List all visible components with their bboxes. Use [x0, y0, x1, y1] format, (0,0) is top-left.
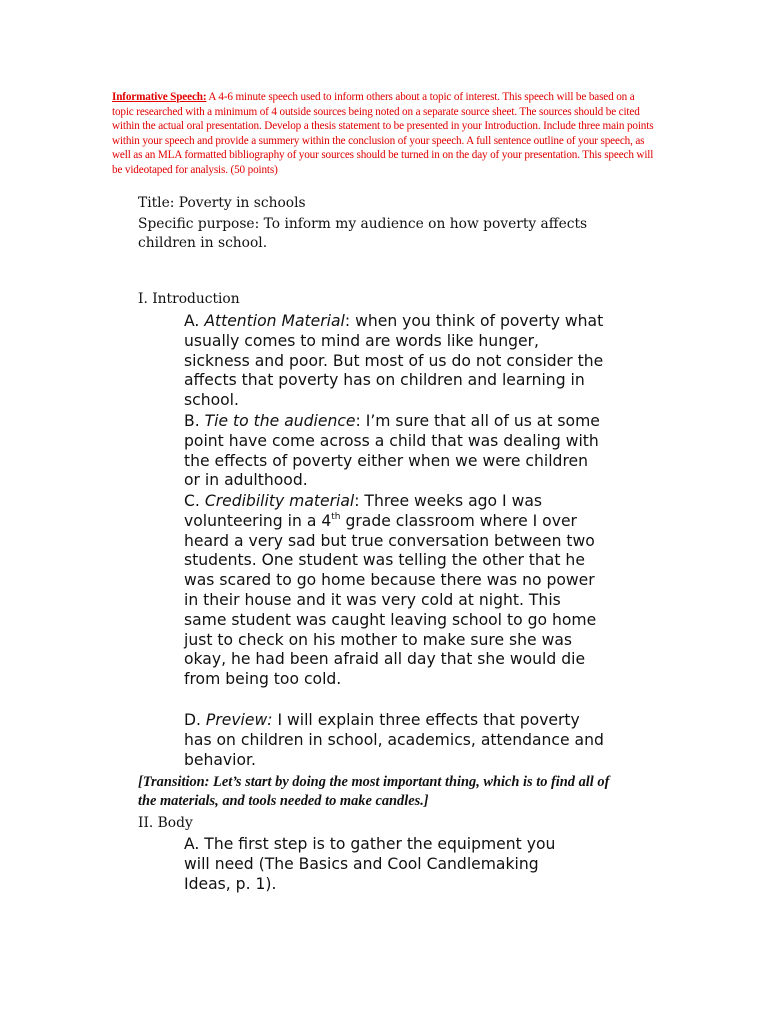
item-label: Tie to the audience [204, 412, 356, 430]
item-label: Attention Material [204, 312, 345, 330]
specific-purpose: Specific purpose: To inform my audience on how poverty affects children in school. [138, 216, 588, 251]
transition-note: [Transition: Let’s start by doing the most important thing, which is to find all of the materials, and tools needed to make candles.] [138, 774, 610, 809]
item-text-after: grade classroom where I over heard a very sad but true conversation between two students. One student was telling the other that he was scared to go home because there was no power in their house and it was very cold at night. This same student was caught leaving school to go home just to check on his mother to make sure she was okay, he had been afraid all day that she would die from being too cold. [184, 511, 597, 689]
assignment-description [112, 90, 657, 178]
preview-item [184, 711, 604, 770]
attention-material-item [184, 312, 604, 411]
item-label: Credibility material [204, 492, 355, 510]
credibility-material-item [184, 492, 604, 690]
item-prefix: D. [184, 711, 206, 729]
assignment-text: A 4-6 minute speech used to inform others about a topic of interest. This speech will be based on a topic researched with a minimum of 4 outside sources being noted on a separate source sheet. The sources should be cited within the actual oral presentation. Develop a thesis statement to be presented in your Introduction. Include three main points within your speech and provide a summery within the conclusion of your speech. A full sentence outline of your speech, as well as an MLA formatted bibliography of your sources should be turned in on the day of your presentation. This speech will be videotaped for analysis. (50 points) [112, 91, 654, 176]
item-text: : I’m sure that all of us at some point have come across a child that was dealing with the effects of poverty either when we were children or in adulthood. [184, 412, 600, 490]
ordinal-superscript: th [331, 511, 341, 522]
item-text: I will explain three effects that poverty has on children in school, academics, attendance and behavior. [184, 711, 604, 769]
tie-to-audience-item [184, 412, 604, 491]
item-prefix: B. [184, 412, 205, 430]
body-point-a: A. The first step is to gather the equipment you will need (The Basics and Cool Candlemaking Ideas, p. 1). [184, 835, 556, 893]
item-text-before: : Three weeks ago I was volunteering in a 4 [184, 492, 543, 530]
body-heading: II. Body [138, 815, 193, 831]
assignment-label: Informative Speech: [112, 91, 207, 103]
speech-title: Title: Poverty in schools [138, 195, 306, 211]
item-prefix: A. [184, 312, 205, 330]
item-prefix: C. [184, 492, 205, 510]
item-text: : when you think of poverty what usually comes to mind are words like hunger, sickness and poor. But most of us do not consider the affects that poverty has on children and learning in school. [184, 312, 604, 410]
introduction-heading: I. Introduction [138, 291, 240, 307]
item-label: Preview: [205, 711, 273, 729]
